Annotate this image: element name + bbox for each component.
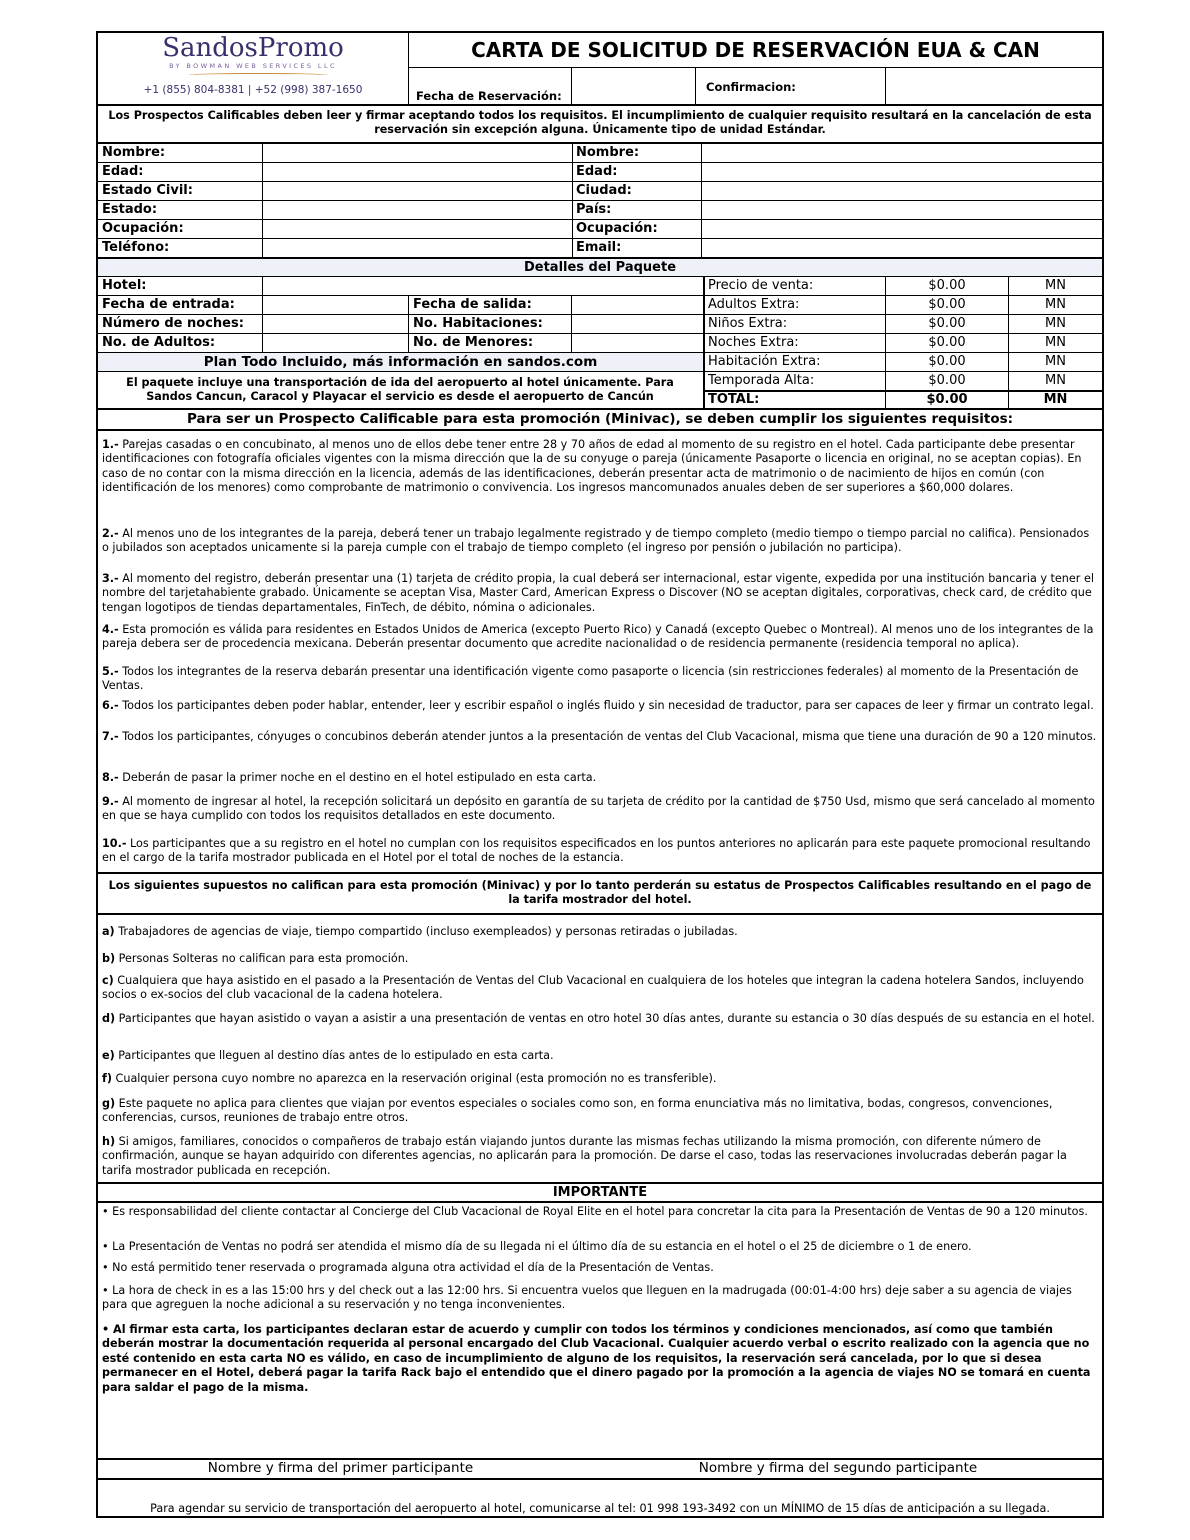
- requirement-4: [102, 623, 1100, 660]
- person1-name-field[interactable]: [263, 144, 572, 162]
- plan-info: Plan Todo Incluido, más información en sandos.com: [98, 353, 703, 371]
- requirement-5: [102, 665, 1098, 694]
- person1-age-field[interactable]: [263, 163, 572, 181]
- qualification-notice: Los Prospectos Calificables deben leer y firmar aceptando todos los requisitos. El incumplimiento de cualquier requisito resultará en la cancelación de esta reservación sin excepción alguna. Únicamente tipo de unidad Estándar.: [108, 109, 1092, 136]
- person1-phone-label: Teléfono:: [102, 240, 170, 255]
- disqualify-a: [102, 925, 1098, 939]
- requirement-9-num: 9.-: [102, 795, 119, 808]
- minors-field[interactable]: [572, 334, 703, 352]
- requirement-3-num: 3.-: [102, 572, 119, 585]
- requirement-9: [102, 795, 1098, 824]
- person2-city-label: Ciudad:: [576, 183, 632, 198]
- total-label: TOTAL:: [708, 392, 760, 407]
- price-sale-currency: MN: [1045, 278, 1066, 293]
- important-bullet-2: • La Presentación de Ventas no podrá ser atendida el mismo día de su llegada ni el último día de su estancia en el hotel o el 25 de diciembre o 1 de enero.: [102, 1240, 972, 1253]
- requirement-3: [102, 572, 1098, 615]
- important-title: IMPORTANTE: [552, 1185, 648, 1200]
- requirement-5-num: 5.-: [102, 665, 119, 678]
- disqualify-d-text: Participantes que hayan asistido o vayan a asistir a una presentación de ventas en otro hotel 30 días antes, durante su estancia o 30 días después de su estancia en el hotel.: [115, 1012, 1095, 1025]
- requirement-1-num: 1.-: [102, 438, 119, 451]
- signature-second[interactable]: Nombre y firma del segundo participante: [698, 1460, 978, 1476]
- high-season-amount: $0.00: [928, 373, 966, 388]
- person1-occupation-label: Ocupación:: [102, 221, 184, 236]
- checkin-label: Fecha de entrada:: [102, 297, 235, 312]
- requirement-3-text: Al momento del registro, deberán presentar una (1) tarjeta de crédito propia, la cual deberá ser internacional, estar vigente, expedida por una institución bancaria y tener el nombre del tarjetahabiente grabado. Únicamente se aceptan Visa, Master Card, American Express o Discover (NO se aceptan digitales, corporativas, check card, de crédito que tengan logotipos de tiendas departamentales, FinTech, de débito, nómina o adicionales.: [102, 572, 1094, 614]
- disqualify-b: [102, 952, 1098, 966]
- person2-country-field[interactable]: [702, 201, 1102, 219]
- requirement-6-num: 6.-: [102, 699, 119, 712]
- requirement-8-num: 8.-: [102, 771, 119, 784]
- requirement-7: [102, 730, 1098, 744]
- person2-occupation-field[interactable]: [702, 220, 1102, 238]
- nights-label: Número de noches:: [102, 316, 244, 331]
- requirement-7-num: 7.-: [102, 730, 119, 743]
- disqualify-c-num: c): [102, 974, 114, 987]
- checkout-field[interactable]: [572, 296, 703, 314]
- person1-civil-label: Estado Civil:: [102, 183, 193, 198]
- price-sale-amount: $0.00: [928, 278, 966, 293]
- disqualify-h: [102, 1135, 1098, 1178]
- requirement-8-text: Deberán de pasar la primer noche en el destino en el hotel estipulado en esta carta.: [118, 771, 597, 784]
- person1-phone-field[interactable]: [263, 239, 572, 257]
- extra-adults-label: Adultos Extra:: [708, 297, 800, 312]
- important-bullet-1: • Es responsabilidad del cliente contactar al Concierge del Club Vacacional de Royal Elite en el hotel para concretar la cita para la Presentación de Ventas de 90 a 120 minutos.: [102, 1205, 1088, 1218]
- disqualify-c: [102, 974, 1098, 1003]
- adults-label: No. de Adultos:: [102, 335, 216, 350]
- confirmation-field[interactable]: [886, 68, 1102, 104]
- requirement-10: [102, 837, 1098, 866]
- requirements-title: Para ser un Prospecto Calificable para esta promoción (Minivac), se deben cumplir los siguientes requisitos:: [186, 411, 1014, 427]
- nights-field[interactable]: [263, 315, 408, 333]
- person1-occupation-field[interactable]: [263, 220, 572, 238]
- reservation-date-field[interactable]: [572, 68, 695, 104]
- rooms-field[interactable]: [572, 315, 703, 333]
- requirement-1: [102, 438, 1098, 496]
- person1-age-label: Edad:: [102, 164, 144, 179]
- extra-children-currency: MN: [1045, 316, 1066, 331]
- confirmation-label: Confirmacion:: [706, 80, 796, 94]
- person1-state-field[interactable]: [263, 201, 572, 219]
- disqualify-h-text: Si amigos, familiares, conocidos o compañeros de trabajo están viajando juntos durante las mismas fechas utilizando la misma promoción, con diferente número de confirmación, aunque se hayan adquirido con diferentes agencias, no aplicarán para la promoción. De darse el caso, todas las reservaciones involucradas deberán pagar la tarifa mostrador publicada en recepción.: [102, 1135, 1067, 1177]
- high-season-currency: MN: [1045, 373, 1066, 388]
- logo-tagline: BY BOWMAN WEB SERVICES LLC: [169, 62, 337, 70]
- logo-phones: +1 (855) 804-8381 | +52 (998) 387-1650: [143, 84, 363, 96]
- important-bullet-3: • No está permitido tener reservada o programada alguna otra actividad el día de la Presentación de Ventas.: [102, 1261, 714, 1274]
- extra-nights-label: Noches Extra:: [708, 335, 799, 350]
- disqualify-g-text: Este paquete no aplica para clientes que viajan por eventos especiales o sociales como son, en forma enunciativa más no limitativa, bodas, congresos, convenciones, conferencias, cursos, reuniones de trabajo entre otros.: [102, 1097, 1053, 1125]
- disqualify-e-text: Participantes que lleguen al destino días antes de lo estipulado en esta carta.: [114, 1049, 554, 1062]
- requirement-4-text: Esta promoción es válida para residentes en Estados Unidos de America (excepto Puerto Rico) y Canadá (excepto Quebec o Montreal). Al menos uno de los integrantes de la pareja debera ser de procedencia mexicana. Deberán presentar documento que acredite nacionalidad o de residencia permanente (residencia temporal no aplica).: [102, 623, 1094, 651]
- person2-occupation-label: Ocupación:: [576, 221, 658, 236]
- extra-nights-currency: MN: [1045, 335, 1066, 350]
- disqualify-b-text: Personas Solteras no califican para esta promoción.: [115, 952, 409, 965]
- extra-children-amount: $0.00: [928, 316, 966, 331]
- page-title: CARTA DE SOLICITUD DE RESERVACIÓN EUA & CAN: [471, 38, 1040, 62]
- extra-room-label: Habitación Extra:: [708, 354, 821, 369]
- requirement-5-text: Todos los integrantes de la reserva debarán presentar una identificación vigente como pasaporte o licencia (sin restricciones federales) al momento de la Presentación de Ventas.: [102, 665, 1079, 693]
- disqualify-a-num: a): [102, 925, 115, 938]
- disqualify-c-text: Cualquiera que haya asistido en el pasado a la Presentación de Ventas del Club Vacacional en cualquiera de los hoteles que integran la cadena hotelera Sandos, incluyendo socios o ex-socios del club vacacional de la cadena hotelera.: [102, 974, 1084, 1002]
- disqualify-e-num: e): [102, 1049, 115, 1062]
- person2-age-label: Edad:: [576, 164, 618, 179]
- requirement-6-text: Todos los participantes deben poder hablar, entender, leer y escribir español o inglés fluido y sin necesidad de traductor, para ser capaces de leer y firmar un contrato legal.: [118, 699, 1094, 712]
- person2-name-field[interactable]: [702, 144, 1102, 162]
- disqualify-f-num: f): [102, 1072, 112, 1085]
- footer-note: Para agendar su servicio de transportación del aeropuerto al hotel, comunicarse al tel: 01 998 193-3492 con un MÍNIMO de 15 días de anticipación a su llegada.: [150, 1502, 1050, 1515]
- participants-table: [98, 144, 1102, 258]
- logo-brand: SandosPromo: [162, 33, 344, 63]
- requirement-10-text: Los participantes que a su registro en el hotel no cumplan con los requisitos especificados en los puntos anteriores no aplicarán para este paquete promocional resultando en el cargo de la tarifa mostrador publicada en el Hotel por el total de noches de la estancia.: [102, 837, 1091, 865]
- signature-first[interactable]: Nombre y firma del primer participante: [207, 1460, 474, 1476]
- extra-adults-amount: $0.00: [928, 297, 966, 312]
- disqualify-b-num: b): [102, 952, 116, 965]
- important-bullet-4: • La hora de check in es a las 15:00 hrs y del check out a las 12:00 hrs. Si encuentra vuelos que lleguen en la madrugada (00:01-4:00 hrs) deje saber a su agencia de viajes para que agreguen la noche adicional a su reservación y no tenga inconvenientes.: [102, 1284, 1072, 1312]
- person1-state-label: Estado:: [102, 202, 158, 217]
- extra-adults-currency: MN: [1045, 297, 1066, 312]
- disqualify-h-num: h): [102, 1135, 116, 1148]
- disqualify-d: [102, 1012, 1098, 1026]
- high-season-label: Temporada Alta:: [708, 373, 815, 388]
- disqualify-g: [102, 1097, 1098, 1126]
- person2-age-field[interactable]: [702, 163, 1102, 181]
- requirement-1-text: Parejas casadas o en concubinato, al menos uno de ellos debe tener entre 28 y 70 años de edad al momento de su registro en el hotel. Cada participante debe presentar identificaciones con fotografía oficiales vigentes con la misma dirección que la de su conyuge o pareja (únicamente Pasaporte o licencia en original, no se aceptan copias). En caso de no contar con la misma dirección en la licencia, además de las identificaciones, deberán presentar acta de matrimonio o de nacimiento de hijos en común (con identificación de los menores) como comprobante de matrimonio o convivencia. Los ingresos mancomunados anuales deben de ser superiores a $60,000 dolares.: [102, 438, 1082, 495]
- hotel-field[interactable]: [263, 277, 703, 295]
- extra-nights-amount: $0.00: [928, 335, 966, 350]
- person1-name-label: Nombre:: [102, 145, 166, 160]
- requirement-8: [102, 771, 1098, 785]
- adults-field[interactable]: [263, 334, 408, 352]
- checkin-field[interactable]: [263, 296, 408, 314]
- agreement-text: • Al firmar esta carta, los participantes declaran estar de acuerdo y cumplir con todos los términos y condiciones mencionados, así como que también deberán mostrar la documentación requerida al personal encargado del Club Vacacional. Cualquier acuerdo verbal o escrito realizado con la agencia que no esté contenido en esta carta NO es válido, en caso de incumplimiento de alguno de los requisitos, la reservación será cancelada, por lo que si desea permanecer en el Hotel, deberá pagar la tarifa Rack bajo el entendido que el dinero pagado por la promoción a la agencia de viajes NO se tomará en cuenta para saldar el pago de la misma.: [102, 1323, 1091, 1394]
- requirement-2: [102, 527, 1098, 556]
- disqualify-f: [102, 1072, 1098, 1086]
- transport-info: El paquete incluye una transportación de ida del aeropuerto al hotel únicamente. Para Sandos Cancun, Caracol y Playacar el servicio es desde el aeropuerto de Cancún: [126, 376, 674, 403]
- requirement-2-text: Al menos uno de los integrantes de la pareja, deberá tener un trabajo legalmente registrado y de tiempo completo (medio tiempo o tiempo parcial no califica). Pensionados o jubilados son aceptados unicamente si la pareja cumple con el trabajo de tiempo completo (el ingreso por pensión o jubilación no participa).: [102, 527, 1090, 555]
- person2-email-label: Email:: [576, 240, 622, 255]
- extra-room-currency: MN: [1045, 354, 1066, 369]
- reservation-date-label: Fecha de Reservación:: [416, 89, 562, 103]
- requirement-10-num: 10.-: [102, 837, 127, 850]
- checkout-label: Fecha de salida:: [413, 297, 532, 312]
- person2-email-field[interactable]: [702, 239, 1102, 257]
- logo: [98, 33, 408, 103]
- person2-city-field[interactable]: [702, 182, 1102, 200]
- person1-civil-field[interactable]: [263, 182, 572, 200]
- reservation-form: [96, 31, 1104, 1518]
- person2-name-label: Nombre:: [576, 145, 640, 160]
- total-amount: $0.00: [926, 392, 968, 407]
- person2-country-label: País:: [576, 202, 612, 217]
- rooms-label: No. Habitaciones:: [413, 316, 543, 331]
- requirement-6: [102, 699, 1098, 719]
- disqualify-e: [102, 1049, 1098, 1063]
- package-table: [98, 277, 1102, 409]
- extra-room-amount: $0.00: [928, 354, 966, 369]
- extra-children-label: Niños Extra:: [708, 316, 788, 331]
- disqualify-g-num: g): [102, 1097, 116, 1110]
- requirement-4-num: 4.-: [102, 623, 119, 636]
- minors-label: No. de Menores:: [413, 335, 534, 350]
- disqualify-title: Los siguientes supuestos no califican para esta promoción (Minivac) y por lo tanto perderán su estatus de Prospectos Calificables resultando en el pago de la tarifa mostrador del hotel.: [108, 879, 1092, 906]
- disqualify-d-num: d): [102, 1012, 116, 1025]
- disqualify-a-text: Trabajadores de agencias de viaje, tiempo compartido (incluso exempleados) y personas retiradas o jubiladas.: [114, 925, 738, 938]
- hotel-label: Hotel:: [102, 278, 147, 293]
- disqualify-f-text: Cualquier persona cuyo nombre no aparezca en la reservación original (esta promoción no es transferible).: [111, 1072, 717, 1085]
- price-sale-label: Precio de venta:: [708, 278, 814, 293]
- requirement-9-text: Al momento de ingresar al hotel, la recepción solicitará un depósito en garantía de su tarjeta de crédito por la cantidad de $750 Usd, mismo que será cancelado al momento en que se haya cumplido con todos los requisitos detallados en este documento.: [102, 795, 1095, 823]
- total-currency: MN: [1043, 392, 1068, 407]
- requirement-7-text: Todos los participantes, cónyuges o concubinos deberán atender juntos a la presentación de ventas del Club Vacacional, misma que tiene una duración de 90 a 120 minutos.: [118, 730, 1097, 743]
- package-title: Detalles del Paquete: [98, 259, 1102, 276]
- requirement-2-num: 2.-: [102, 527, 119, 540]
- logo-swoosh: [188, 73, 328, 77]
